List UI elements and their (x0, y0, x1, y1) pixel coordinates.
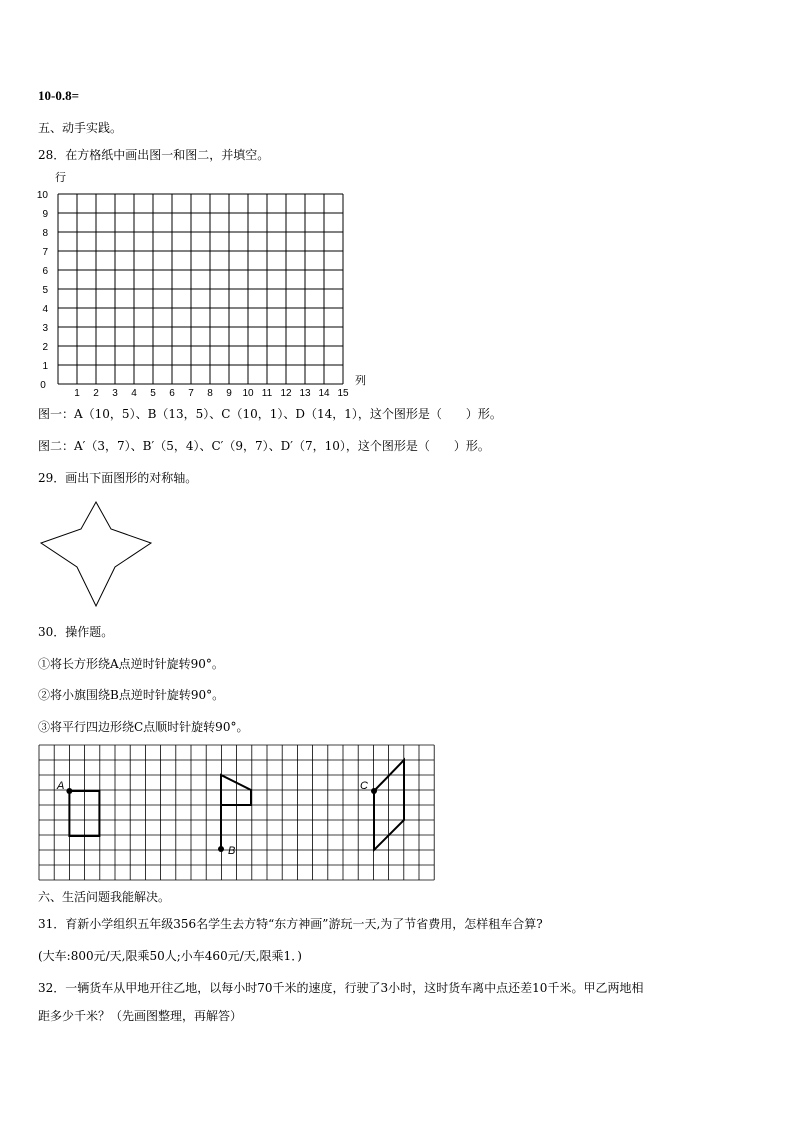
y-tick-label: 6 (42, 266, 48, 277)
y-tick-label: 7 (42, 247, 48, 258)
label-b: B (228, 845, 236, 857)
q30-item-2: ②将小旗围绕B点逆时针旋转90°。 (38, 688, 225, 702)
q32-line-1: 32．一辆货车从甲地开往乙地，以每小时70千米的速度，行驶了3小时，这时货车离中点还差10千米。甲乙两地相 (38, 981, 644, 995)
x-tick-label: 9 (226, 388, 232, 399)
q30-item-3: ③将平行四边形绕C点顺时针旋转90°。 (38, 720, 249, 734)
x-tick-label: 6 (169, 388, 175, 399)
q30-prompt: 30．操作题。 (38, 625, 114, 639)
point-c (371, 788, 377, 794)
section-5-title: 五、动手实践。 (38, 121, 123, 135)
y-tick-label: 8 (42, 228, 48, 239)
x-tick-label: 10 (242, 388, 254, 399)
origin-label: 0 (40, 380, 46, 391)
x-tick-label: 1 (74, 388, 80, 399)
x-tick-label: 14 (318, 388, 330, 399)
label-a: A (57, 780, 65, 792)
q32-line-2: 距多少千米？（先画图整理，再解答） (38, 1009, 243, 1023)
label-c: C (360, 780, 368, 792)
q30-item-1: ①将长方形绕A点逆时针旋转90°。 (38, 657, 224, 671)
q28-figure1: 图一：A（10，5）、B（13，5）、C（10，1）、D（14，1），这个图形是（ ）形。 (38, 407, 502, 421)
y-tick-label: 10 (36, 190, 48, 201)
y-tick-label: 3 (42, 323, 48, 334)
y-tick-label: 1 (42, 361, 48, 372)
q30-grid (38, 742, 438, 882)
flag-shape (221, 775, 251, 849)
x-tick-label: 11 (261, 388, 273, 399)
q31-note: (大车:800元/天,限乘50人;小车460元/天,限乘1．) (38, 949, 302, 963)
x-tick-label: 2 (93, 388, 99, 399)
q29-prompt: 29．画出下面图形的对称轴。 (38, 471, 198, 485)
x-tick-label: 15 (337, 388, 349, 399)
row-axis-label: 行 (55, 172, 66, 184)
y-tick-label: 2 (42, 342, 48, 353)
point-b (218, 846, 224, 852)
x-tick-label: 5 (150, 388, 156, 399)
q28-figure2: 图二：A′（3，7）、B′（5，4）、C′（9，7）、D′（7，10），这个图形是（ ）形。 (38, 439, 490, 453)
col-axis-label: 列 (355, 375, 366, 387)
y-tick-label: 9 (42, 209, 48, 220)
header-expression: 10-0.8= (38, 88, 79, 103)
q29-star (38, 500, 158, 612)
x-tick-label: 4 (131, 388, 137, 399)
y-tick-label: 5 (42, 285, 48, 296)
section-6-title: 六、生活问题我能解决。 (38, 890, 171, 904)
x-tick-label: 3 (112, 388, 118, 399)
x-tick-label: 8 (207, 388, 213, 399)
x-tick-label: 13 (299, 388, 311, 399)
y-tick-label: 4 (42, 304, 48, 315)
point-a (66, 788, 72, 794)
q28-grid (30, 170, 380, 400)
x-tick-label: 7 (188, 388, 194, 399)
x-tick-label: 12 (280, 388, 292, 399)
q28-prompt: 28．在方格纸中画出图一和图二，并填空。 (38, 148, 270, 162)
q31-prompt: 31．育新小学组织五年级356名学生去方特“东方神画”游玩一天,为了节省费用，怎样租车合算? (38, 917, 543, 931)
